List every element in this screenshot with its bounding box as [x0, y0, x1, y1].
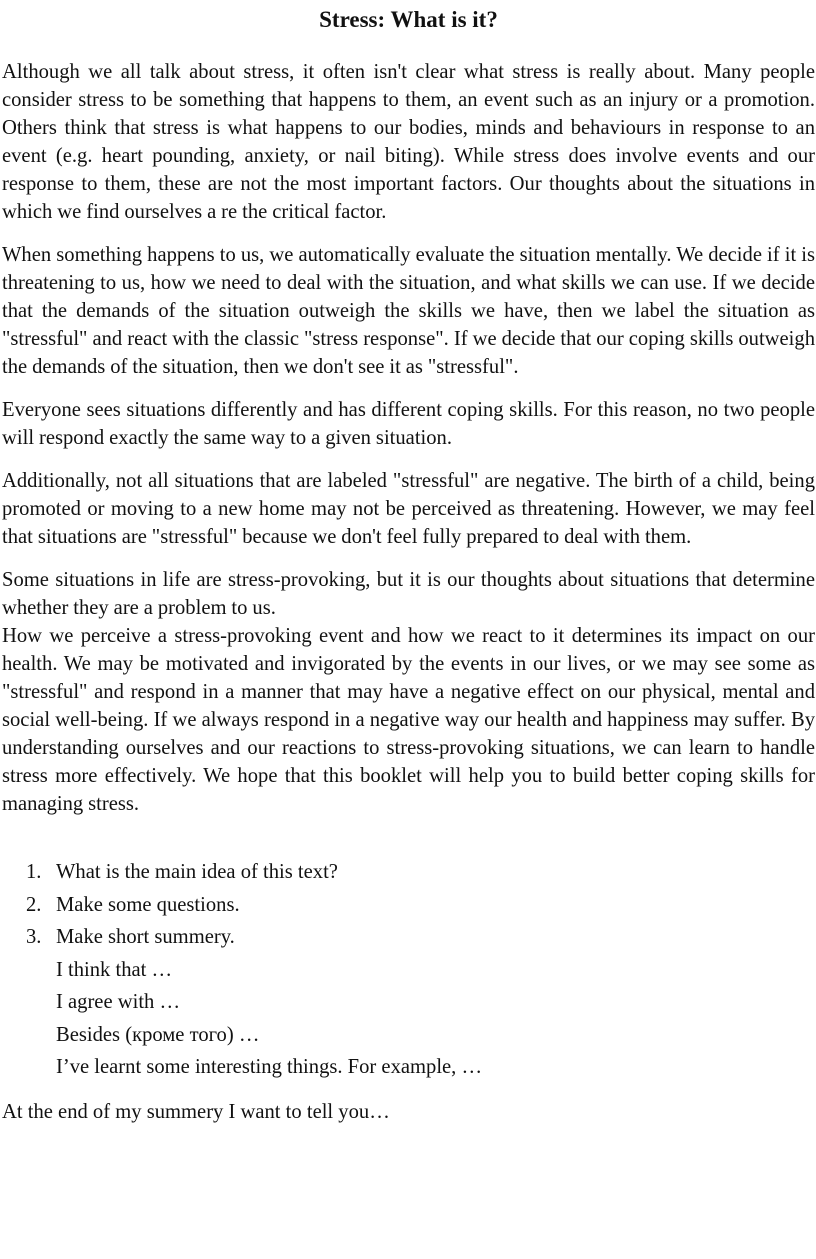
- task-text: Make some questions.: [56, 893, 240, 916]
- task-text: Make short summery.: [56, 926, 235, 948]
- task-item: [2, 889, 815, 922]
- summary-phrases: [2, 954, 815, 1084]
- task-text: What is the main idea of this text?: [56, 861, 338, 883]
- phrase-line: I agree with …: [56, 991, 181, 1013]
- document-title: Stress: What is it?: [319, 7, 498, 32]
- task-item: [2, 921, 815, 954]
- task-number: 1.: [26, 861, 42, 883]
- task-number: 2.: [26, 893, 42, 916]
- paragraph-4: Additionally, not all situations that are labeled "stressful" are negative. The birth of a child, being promoted or moving to a new home may not be perceived as threatening. However, we may feel that situations are "stressful" because we don't feel fully prepared to deal with them.: [2, 470, 815, 548]
- paragraph-6: How we perceive a stress-provoking event and how we react to it determines its impact on our health. We may be motivated and invigorated by the events in our lives, or we may see some as "stressful" and respond in a manner that may have a negative effect on our physical, mental and social well-being. If we always respond in a negative way our health and happiness may suffer. By understanding ourselves and our reactions to stress-provoking situations, we can learn to handle stress more effectively. We hope that this booklet will help you to build better coping skills for managing stress.: [2, 625, 815, 815]
- closing-line: At the end of my summery I want to tell you…: [2, 1100, 390, 1123]
- phrase-line: Besides (кроме того) …: [56, 1023, 260, 1046]
- phrase-line: I think that …: [56, 958, 173, 981]
- task-list: [2, 856, 815, 954]
- phrase-line: I’ve learnt some interesting things. For example, …: [56, 1056, 483, 1078]
- task-item: [2, 856, 815, 889]
- task-number: 3.: [26, 926, 42, 948]
- paragraph-5: Some situations in life are stress-provoking, but it is our thoughts about situations that determine whether they are a problem to us.: [2, 569, 815, 619]
- paragraph-1: Although we all talk about stress, it often isn't clear what stress is really about. Many people consider stress to be something that happens to them, an event such as an injury or a promotion. Others think that stress is what happens to our bodies, minds and behaviours in response to an event (e.g. heart pounding, anxiety, or nail biting). While stress does involve events and our response to them, these are not the most important factors. Our thoughts about the situations in which we find ourselves a re the critical factor.: [2, 61, 815, 223]
- paragraph-3: Everyone sees situations differently and has different coping skills. For this reason, no two people will respond exactly the same way to a given situation.: [2, 399, 815, 449]
- paragraph-2: When something happens to us, we automatically evaluate the situation mentally. We decide if it is threatening to us, how we need to deal with the situation, and what skills we can use. If we decide that the demands of the situation outweigh the skills we have, then we label the situation as "stressful" and react with the classic "stress response". If we decide that our coping skills outweigh the demands of the situation, then we don't see it as "stressful".: [2, 244, 815, 378]
